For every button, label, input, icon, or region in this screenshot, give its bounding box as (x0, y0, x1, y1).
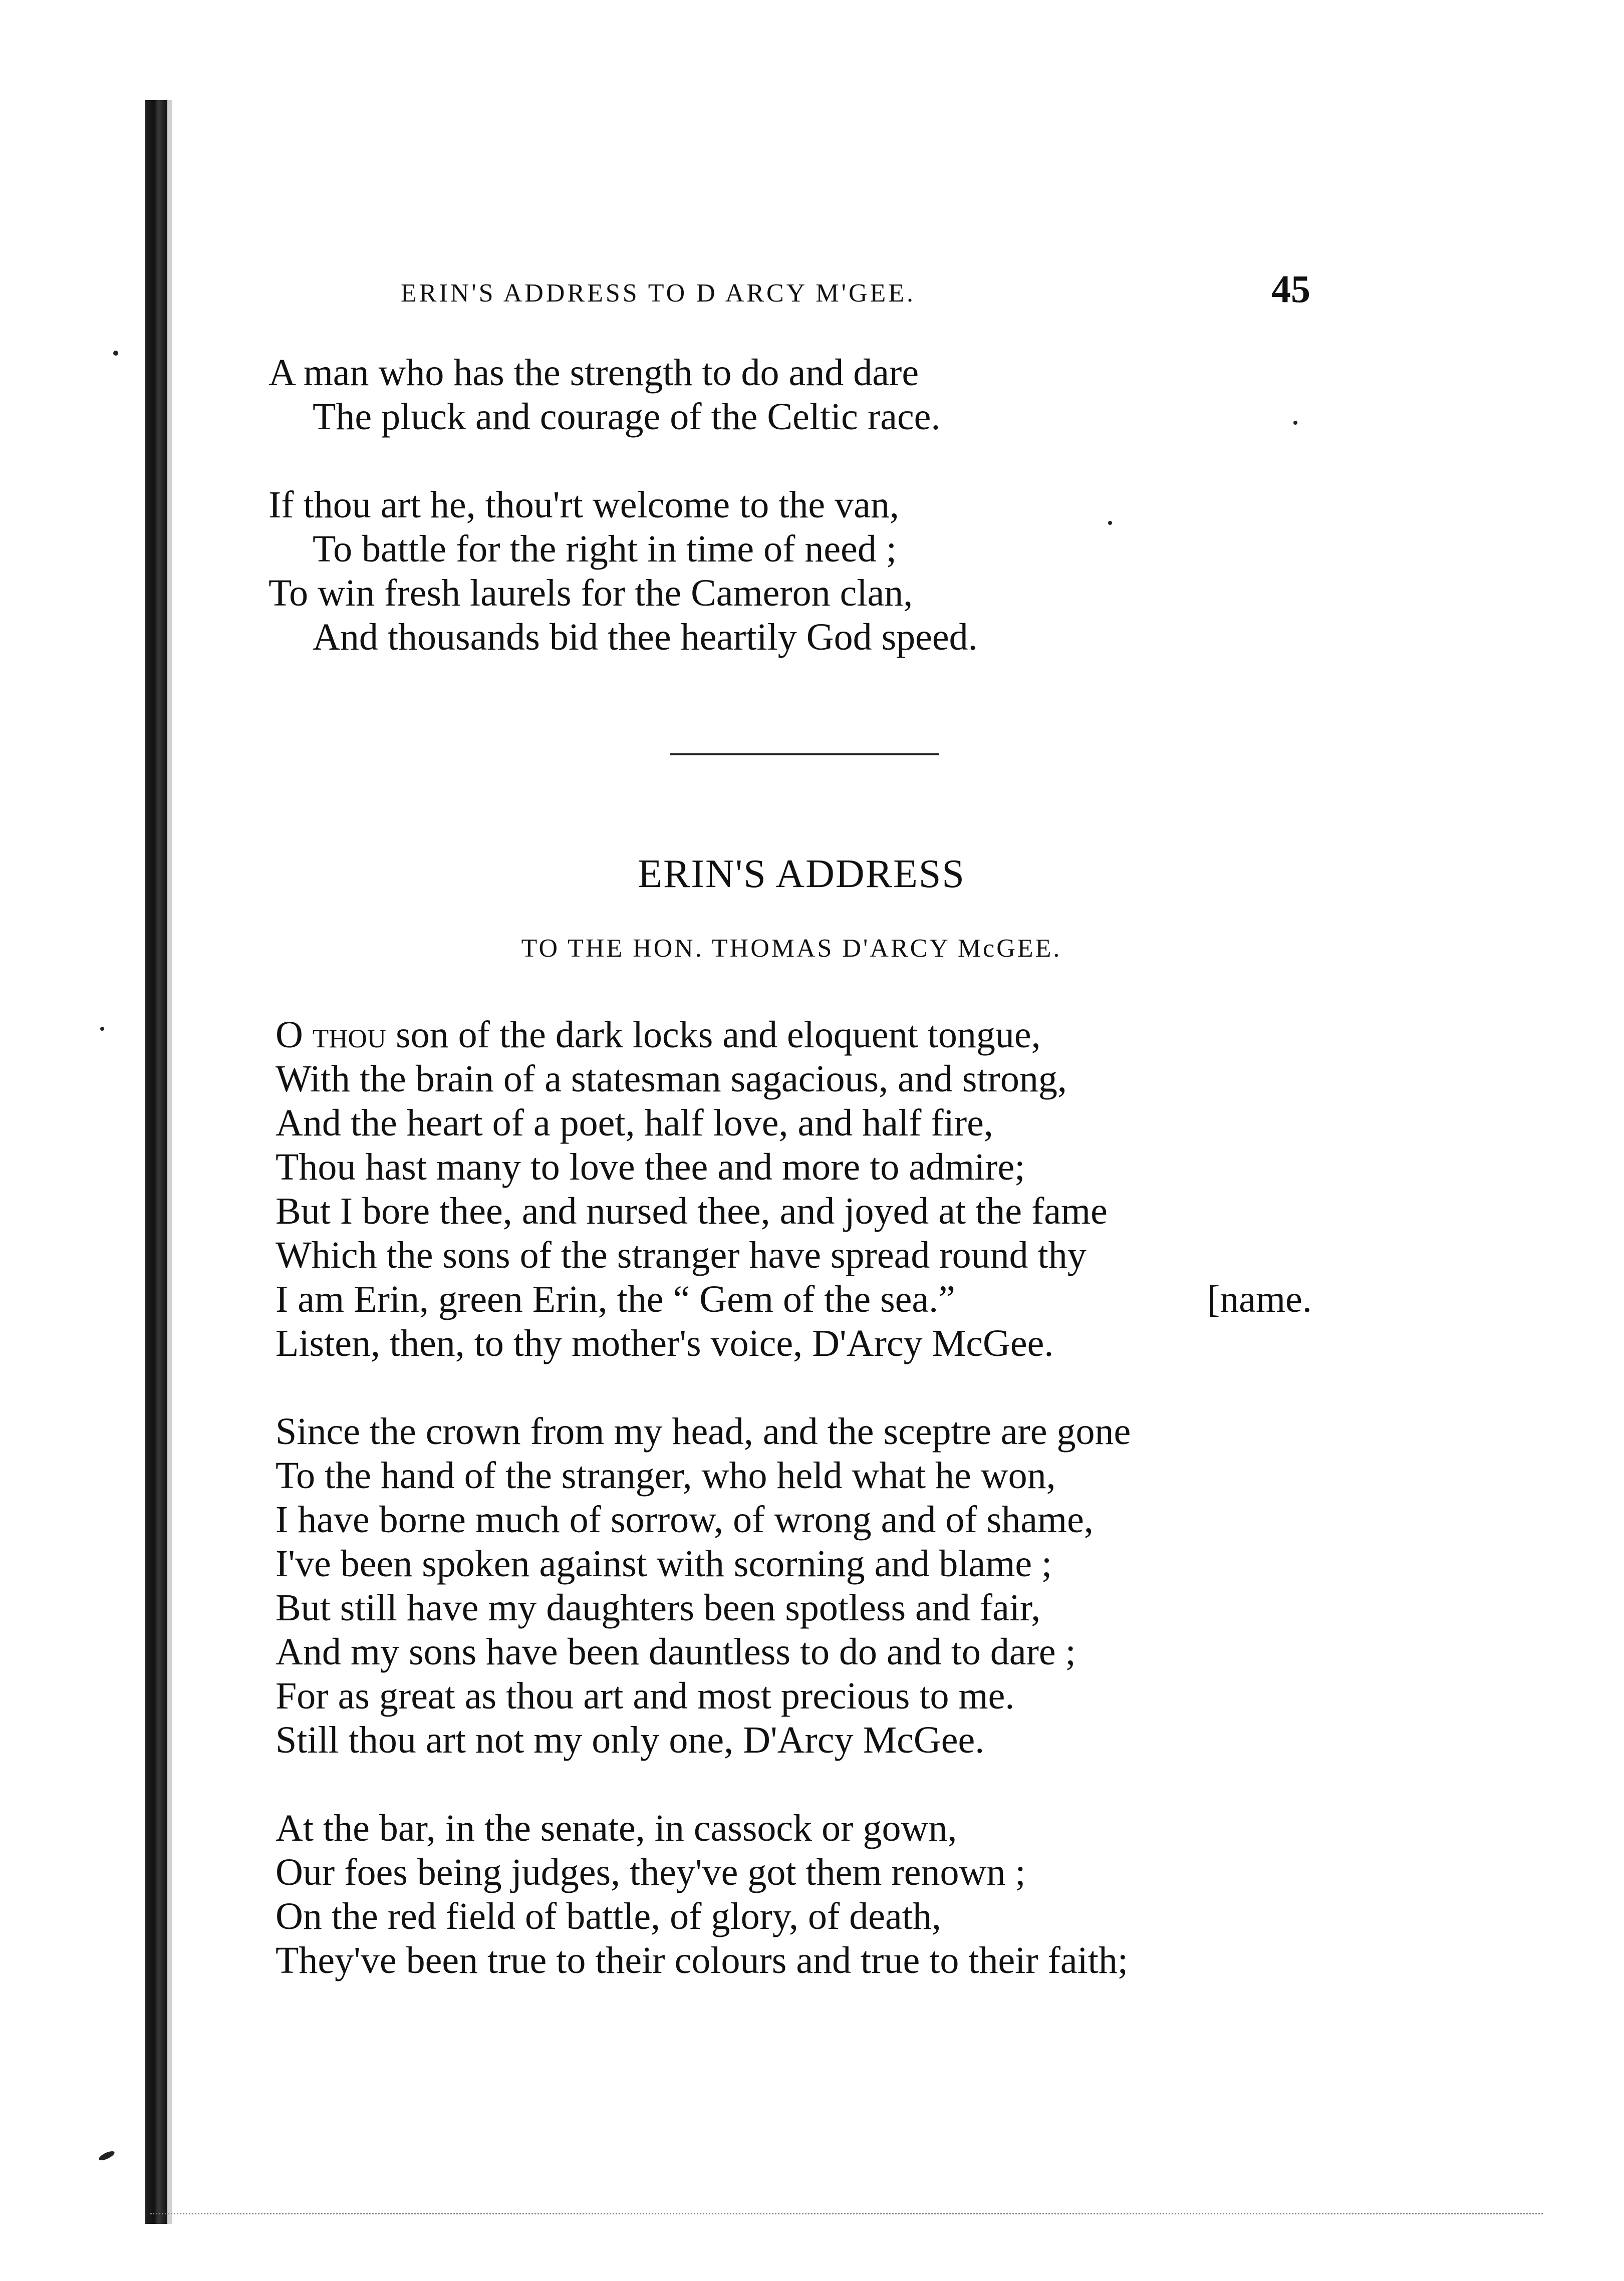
verse-line: To the hand of the stranger, who held what he won, (276, 1455, 1056, 1497)
poem-subtitle: TO THE HON. THOMAS D'ARCY McGEE. (521, 934, 1062, 963)
verse-line: Still thou art not my only one, D'Arcy McGee. (276, 1719, 985, 1761)
ink-speck (1293, 421, 1297, 425)
verse-line: Which the sons of the stranger have spread round thy (276, 1234, 1087, 1276)
verse-line: I've been spoken against with scorning and blame ; (276, 1543, 1052, 1585)
verse-line-opening (276, 1013, 1041, 1057)
opening-word: O thou (276, 1014, 387, 1056)
page-number: 45 (1271, 267, 1310, 311)
verse-line: The pluck and courage of the Celtic race. (313, 396, 941, 438)
poem-title: ERIN'S ADDRESS (638, 852, 965, 896)
verse-line: They've been true to their colours and true to their faith; (276, 1939, 1128, 1981)
verse-line: Our foes being judges, they've got them renown ; (276, 1851, 1026, 1893)
section-divider (670, 753, 939, 755)
verse-line-turnover: [name. (1207, 1278, 1312, 1320)
verse-line: But I bore thee, and nursed thee, and joyed at the fame (276, 1190, 1108, 1232)
verse-line: Listen, then, to thy mother's voice, D'Arcy McGee. (276, 1322, 1054, 1364)
verse-line: And thousands bid thee heartily God speed. (313, 616, 978, 658)
verse-line: At the bar, in the senate, in cassock or gown, (276, 1807, 957, 1849)
verse-line: A man who has the strength to do and dare (268, 352, 919, 394)
verse-line: But still have my daughters been spotless and fair, (276, 1587, 1041, 1629)
verse-line: And the heart of a poet, half love, and half fire, (276, 1102, 993, 1144)
ink-speck (100, 1027, 104, 1031)
verse-line: If thou art he, thou'rt welcome to the van, (268, 484, 899, 526)
verse-line: I am Erin, green Erin, the “ Gem of the sea.” (276, 1278, 955, 1320)
running-head: ERIN'S ADDRESS TO D ARCY M'GEE. (401, 279, 916, 308)
verse-line: Thou hast many to love thee and more to admire; (276, 1146, 1025, 1188)
ink-speck (113, 351, 118, 356)
verse-line: And my sons have been dauntless to do and to dare ; (276, 1631, 1076, 1673)
verse-line: Since the crown from my head, and the sceptre are gone (276, 1410, 1131, 1453)
verse-line: On the red field of battle, of glory, of death, (276, 1895, 941, 1937)
verse-line: To battle for the right in time of need ; (313, 528, 897, 570)
verse-line: For as great as thou art and most precious to me. (276, 1675, 1015, 1717)
verse-line: With the brain of a statesman sagacious, and strong, (276, 1058, 1067, 1100)
ink-speck (98, 2149, 116, 2162)
page-bottom-edge (150, 2213, 1543, 2216)
page-binding-shadow-edge (167, 100, 172, 2224)
page-binding-shadow (145, 100, 167, 2224)
verse-line: To win fresh laurels for the Cameron clan, (268, 572, 913, 614)
ink-speck (1108, 521, 1112, 525)
verse-line-text: son of the dark locks and eloquent tongue, (396, 1014, 1041, 1056)
verse-line: I have borne much of sorrow, of wrong and of shame, (276, 1499, 1094, 1541)
